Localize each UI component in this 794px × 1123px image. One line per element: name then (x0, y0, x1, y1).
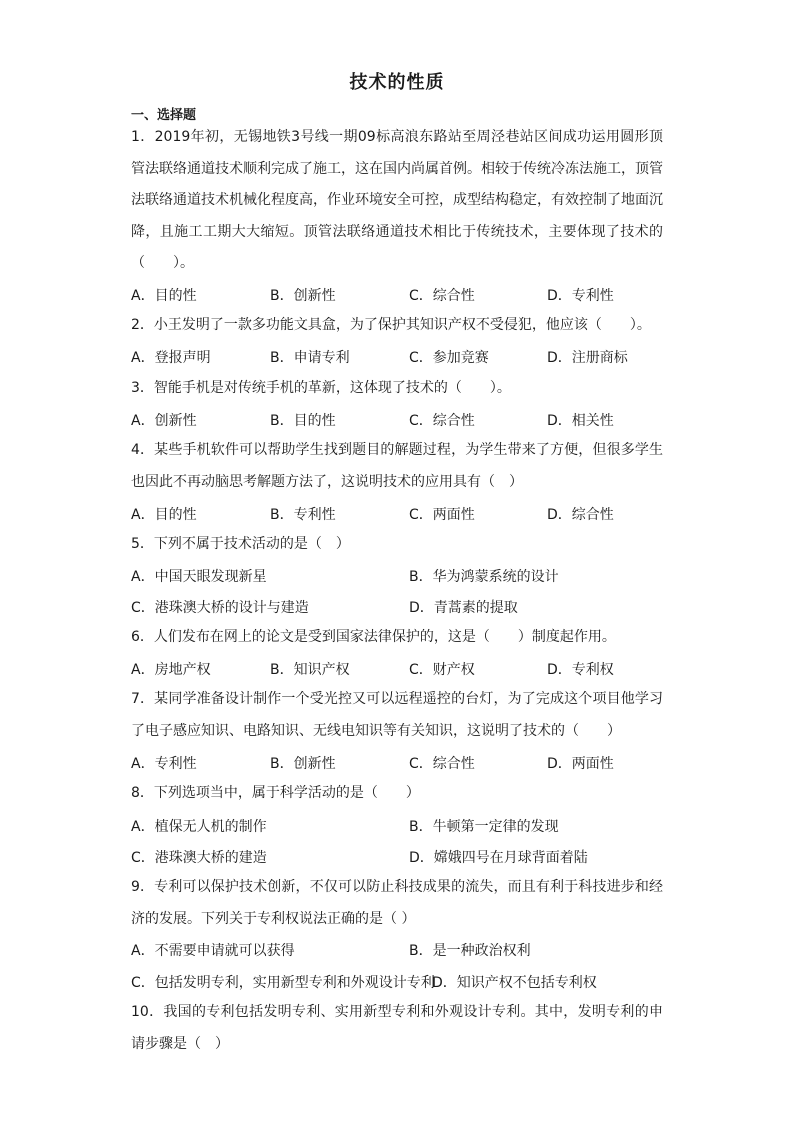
option-a: A．房地产权 (131, 662, 211, 678)
option-a: A．专利性 (131, 756, 197, 772)
option-c: C．港珠澳大桥的设计与建造 (131, 600, 309, 616)
option-c: C．包括发明专利，实用新型专利和外观设计专利 (131, 975, 435, 991)
question-1-stem: 1．2019年初，无锡地铁3号线一期09标高浪东路站至周泾巷站区间成功运用圆形顶管法联络通道技术顺利完成了施工，这在国内尚属首例。相较于传统冷冻法施工，顶管法联络通道技术机械化程度高，作业环境安全可控，成型结构稳定，有效控制了地面沉降，且施工工期大大缩短。顶管法联络通道技术相比于传统技术，主要体现了技术的（ ）。 (131, 129, 663, 271)
option-c: C．综合性 (409, 288, 475, 304)
option-b: B．牛顿第一定律的发现 (409, 819, 559, 835)
option-d: D．综合性 (547, 507, 614, 523)
question-1-options (131, 285, 671, 309)
option-c: C．财产权 (409, 662, 475, 678)
question-7-stem: 7．某同学准备设计制作一个受光控又可以远程遥控的台灯，为了完成这个项目他学习了电子感应知识、电路知识、无线电知识等有关知识，这说明了技术的（ ） (131, 691, 663, 739)
option-b: B．申请专利 (270, 350, 350, 366)
option-c: C．综合性 (409, 413, 475, 429)
document-title: 技术的性质 (349, 72, 445, 93)
option-a: A．植保无人机的制作 (131, 819, 267, 835)
option-d: D．两面性 (547, 756, 614, 772)
question-6-options (131, 659, 671, 683)
question-9-options-row-1 (131, 940, 671, 964)
option-d: D．知识产权不包括专利权 (432, 975, 597, 991)
option-b: B．是一种政治权利 (409, 943, 531, 959)
option-a: A．创新性 (131, 413, 197, 429)
option-a: A．目的性 (131, 288, 197, 304)
option-b: B．知识产权 (270, 662, 350, 678)
question-3-stem: 3．智能手机是对传统手机的革新，这体现了技术的（ ）。 (131, 380, 511, 396)
question-6-stem: 6．人们发布在网上的论文是受到国家法律保护的，这是（ ）制度起作用。 (131, 629, 616, 645)
option-d: D．专利权 (547, 662, 614, 678)
option-d: D．嫦娥四号在月球背面着陆 (409, 850, 588, 866)
question-2-stem: 2．小王发明了一款多功能文具盒，为了保护其知识产权不受侵犯，他应该（ ）。 (131, 317, 651, 333)
question-5-stem: 5．下列不属于技术活动的是（ ） (131, 536, 350, 552)
option-d: D．专利性 (547, 288, 614, 304)
option-a: A．目的性 (131, 507, 197, 523)
option-c: C．港珠澳大桥的建造 (131, 850, 267, 866)
option-d: D．相关性 (547, 413, 614, 429)
question-10-stem: 10．我国的专利包括发明专利、实用新型专利和外观设计专利。其中，发明专利的申请步骤是（ ） (131, 1004, 663, 1052)
question-8-stem: 8．下列选项当中，属于科学活动的是（ ） (131, 785, 420, 801)
option-b: B．创新性 (270, 756, 336, 772)
option-d: D．青蒿素的提取 (409, 600, 518, 616)
question-9-options-row-2 (131, 972, 671, 996)
question-8-options-row-2 (131, 847, 671, 871)
question-4-options (131, 504, 671, 528)
option-a: A．登报声明 (131, 350, 211, 366)
option-b: B．华为鸿蒙系统的设计 (409, 569, 559, 585)
option-b: B．创新性 (270, 288, 336, 304)
option-a: A．中国天眼发现新星 (131, 569, 267, 585)
section-heading: 一、选择题 (131, 108, 197, 123)
option-c: C．参加竞赛 (409, 350, 489, 366)
question-5-options-row-1 (131, 566, 671, 590)
option-c: C．两面性 (409, 507, 475, 523)
option-b: B．目的性 (270, 413, 336, 429)
question-2-options (131, 347, 671, 371)
question-3-options (131, 410, 671, 434)
question-5-options-row-2 (131, 597, 671, 621)
option-b: B．专利性 (270, 507, 336, 523)
question-9-stem: 9．专利可以保护技术创新，不仅可以防止科技成果的流失，而且有利于科技进步和经济的发展。下列关于专利权说法正确的是（ ） (131, 879, 663, 927)
question-7-options (131, 753, 671, 777)
question-8-options-row-1 (131, 816, 671, 840)
option-c: C．综合性 (409, 756, 475, 772)
option-d: D．注册商标 (547, 350, 628, 366)
question-4-stem: 4．某些手机软件可以帮助学生找到题目的解题过程，为学生带来了方便，但很多学生也因此不再动脑思考解题方法了，这说明技术的应用具有（ ） (131, 442, 663, 490)
option-a: A．不需要申请就可以获得 (131, 943, 295, 959)
